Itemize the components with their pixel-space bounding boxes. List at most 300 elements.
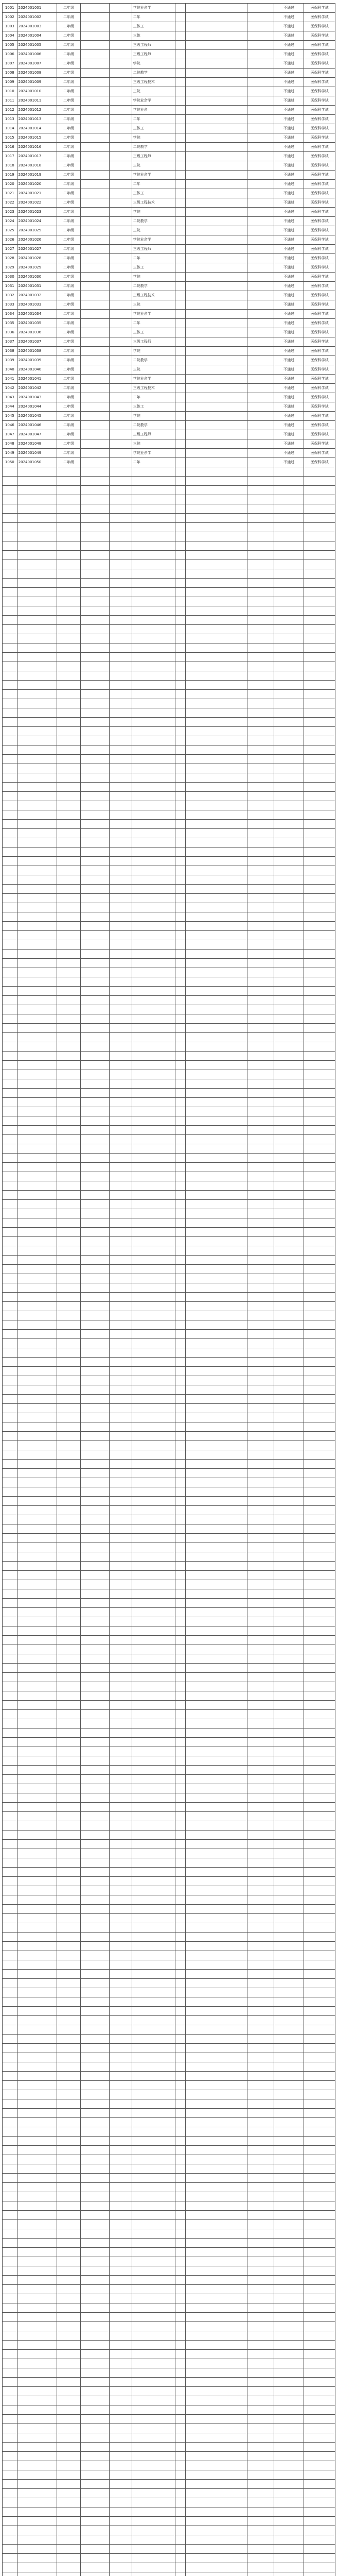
mark-cell — [175, 245, 185, 254]
middle-cell — [80, 1033, 109, 1042]
grade-cell — [57, 801, 81, 810]
row-number-cell — [3, 783, 17, 792]
table-row — [3, 310, 335, 319]
code-cell — [110, 1320, 132, 1330]
status-cell — [274, 2201, 304, 2211]
note-cell — [185, 2526, 247, 2535]
reference-cell — [247, 2201, 274, 2211]
status-cell: 不通过 — [274, 300, 304, 310]
middle-cell — [80, 1923, 109, 1933]
row-number-cell — [3, 1691, 17, 1701]
row-number-cell: 1039 — [3, 356, 17, 365]
category-cell — [304, 2489, 335, 2498]
status-cell — [274, 1515, 304, 1524]
status-cell — [274, 467, 304, 477]
note-cell — [185, 4, 247, 13]
mark-cell — [175, 987, 185, 996]
middle-cell — [80, 616, 109, 625]
note-cell — [185, 1515, 247, 1524]
category-cell — [304, 2109, 335, 2118]
note-cell — [185, 810, 247, 820]
note-cell — [185, 1636, 247, 1645]
course-type-cell — [132, 931, 175, 940]
row-number-cell — [3, 1840, 17, 1849]
middle-cell — [80, 2007, 109, 2016]
status-cell — [274, 690, 304, 699]
row-number-cell: 1013 — [3, 115, 17, 124]
category-cell — [304, 1821, 335, 1831]
course-type-cell — [132, 1608, 175, 1617]
course-type-cell — [132, 829, 175, 838]
middle-cell — [80, 810, 109, 820]
reference-cell — [247, 2507, 274, 2517]
student-id-cell — [17, 1024, 57, 1033]
mark-cell — [175, 514, 185, 523]
middle-cell — [80, 1311, 109, 1320]
note-cell — [185, 1274, 247, 1283]
student-id-cell — [17, 1358, 57, 1367]
table-row — [3, 31, 335, 41]
middle-cell — [80, 792, 109, 801]
code-cell — [110, 1302, 132, 1311]
row-number-cell — [3, 2368, 17, 2378]
course-type-cell — [132, 1330, 175, 1339]
student-id-cell — [17, 1070, 57, 1079]
category-cell — [304, 2229, 335, 2239]
middle-cell — [80, 1478, 109, 1487]
course-type-cell — [132, 1404, 175, 1413]
course-type-cell — [132, 875, 175, 885]
category-cell — [304, 1181, 335, 1191]
reference-cell — [247, 1691, 274, 1701]
grade-cell — [57, 1608, 81, 1617]
course-type-cell — [132, 532, 175, 541]
note-cell — [185, 1460, 247, 1469]
code-cell — [110, 1626, 132, 1636]
course-type-cell — [132, 1812, 175, 1821]
category-cell — [304, 987, 335, 996]
status-cell: 不通过 — [274, 356, 304, 365]
category-cell — [304, 1728, 335, 1738]
grade-cell — [57, 1487, 81, 1497]
mark-cell — [175, 2424, 185, 2433]
table-row — [3, 1682, 335, 1691]
mark-cell — [175, 2535, 185, 2545]
category-cell — [304, 2350, 335, 2359]
student-id-cell — [17, 2248, 57, 2257]
table-row — [3, 2341, 335, 2350]
category-cell — [304, 1654, 335, 1664]
course-type-cell: 学院业余学 — [132, 235, 175, 245]
status-cell — [274, 2081, 304, 2090]
status-cell — [274, 2572, 304, 2576]
category-cell: 医保科学试 — [304, 171, 335, 180]
middle-cell — [80, 2248, 109, 2257]
note-cell — [185, 2378, 247, 2387]
code-cell — [110, 1478, 132, 1487]
mark-cell — [175, 894, 185, 903]
table-row — [3, 1886, 335, 1895]
course-type-cell — [132, 810, 175, 820]
reference-cell — [247, 133, 274, 143]
mark-cell — [175, 1664, 185, 1673]
middle-cell — [80, 1042, 109, 1052]
reference-cell — [247, 1645, 274, 1654]
note-cell — [185, 541, 247, 551]
table-row — [3, 1497, 335, 1506]
row-number-cell — [3, 1923, 17, 1933]
reference-cell — [247, 1608, 274, 1617]
course-type-cell — [132, 2044, 175, 2053]
middle-cell — [80, 1942, 109, 1951]
mark-cell — [175, 1079, 185, 1089]
table-row — [3, 523, 335, 532]
status-cell — [274, 1135, 304, 1144]
row-number-cell — [3, 1506, 17, 1515]
table-row — [3, 588, 335, 597]
status-cell — [274, 588, 304, 597]
note-cell — [185, 421, 247, 430]
reference-cell — [247, 1200, 274, 1209]
category-cell — [304, 2062, 335, 2072]
status-cell — [274, 1840, 304, 1849]
grade-cell — [57, 523, 81, 532]
row-number-cell — [3, 699, 17, 708]
status-cell — [274, 2257, 304, 2266]
row-number-cell — [3, 588, 17, 597]
status-cell — [274, 653, 304, 662]
middle-cell — [80, 2563, 109, 2572]
table-row — [3, 643, 335, 653]
middle-cell — [80, 300, 109, 310]
course-type-cell — [132, 2433, 175, 2443]
middle-cell — [80, 1024, 109, 1033]
table-row — [3, 1543, 335, 1552]
code-cell — [110, 1042, 132, 1052]
student-id-cell — [17, 727, 57, 736]
code-cell — [110, 681, 132, 690]
middle-cell — [80, 458, 109, 467]
student-id-cell — [17, 2137, 57, 2146]
middle-cell — [80, 829, 109, 838]
mark-cell — [175, 1617, 185, 1626]
status-cell — [274, 912, 304, 922]
student-id-cell — [17, 634, 57, 643]
table-row — [3, 634, 335, 643]
course-type-cell — [132, 1469, 175, 1478]
middle-cell — [80, 1849, 109, 1858]
reference-cell — [247, 773, 274, 783]
middle-cell — [80, 875, 109, 885]
table-row — [3, 801, 335, 810]
middle-cell — [80, 1450, 109, 1460]
status-cell — [274, 1719, 304, 1728]
mark-cell — [175, 1487, 185, 1497]
row-number-cell — [3, 718, 17, 727]
mark-cell — [175, 504, 185, 514]
course-type-cell — [132, 773, 175, 783]
course-type-cell — [132, 2554, 175, 2563]
mark-cell — [175, 1460, 185, 1469]
table-row — [3, 2294, 335, 2303]
table-row — [3, 2387, 335, 2396]
student-id-cell: 2024001004 — [17, 31, 57, 41]
row-number-cell — [3, 1256, 17, 1265]
note-cell — [185, 2563, 247, 2572]
row-number-cell — [3, 653, 17, 662]
reference-cell — [247, 2109, 274, 2118]
category-cell — [304, 532, 335, 541]
row-number-cell — [3, 2405, 17, 2415]
row-number-cell — [3, 569, 17, 579]
middle-cell — [80, 1803, 109, 1812]
student-id-cell: 2024001009 — [17, 78, 57, 87]
student-id-cell — [17, 2201, 57, 2211]
mark-cell — [175, 1691, 185, 1701]
mark-cell — [175, 1701, 185, 1710]
code-cell — [110, 643, 132, 653]
grade-cell: 二年级 — [57, 356, 81, 365]
row-number-cell: 1002 — [3, 13, 17, 22]
grade-cell — [57, 1664, 81, 1673]
category-cell — [304, 1061, 335, 1070]
status-cell — [274, 736, 304, 745]
mark-cell — [175, 1775, 185, 1784]
code-cell — [110, 671, 132, 681]
reference-cell — [247, 2099, 274, 2109]
grade-cell — [57, 1895, 81, 1905]
course-type-cell: 三院 — [132, 300, 175, 310]
note-cell — [185, 1422, 247, 1432]
student-id-cell — [17, 1052, 57, 1061]
grade-cell: 二年级 — [57, 87, 81, 96]
course-type-cell: 学院业余学 — [132, 171, 175, 180]
note-cell — [185, 2294, 247, 2303]
course-type-cell: 三院 — [132, 87, 175, 96]
course-type-cell — [132, 504, 175, 514]
code-cell — [110, 59, 132, 69]
code-cell — [110, 616, 132, 625]
mark-cell — [175, 2387, 185, 2396]
course-type-cell — [132, 1042, 175, 1052]
code-cell — [110, 1562, 132, 1571]
code-cell — [110, 1089, 132, 1098]
category-cell — [304, 1793, 335, 1803]
course-type-cell — [132, 1571, 175, 1580]
note-cell — [185, 2322, 247, 2331]
category-cell — [304, 2498, 335, 2507]
category-cell — [304, 699, 335, 708]
reference-cell — [247, 2211, 274, 2220]
status-cell — [274, 718, 304, 727]
mark-cell — [175, 2303, 185, 2313]
table-row — [3, 2025, 335, 2035]
reference-cell — [247, 467, 274, 477]
category-cell — [304, 1293, 335, 1302]
code-cell — [110, 273, 132, 282]
reference-cell — [247, 2387, 274, 2396]
course-type-cell — [132, 2572, 175, 2576]
note-cell — [185, 291, 247, 300]
category-cell — [304, 1487, 335, 1497]
code-cell — [110, 2461, 132, 2470]
student-id-cell — [17, 504, 57, 514]
category-cell: 医保科学试 — [304, 4, 335, 13]
course-type-cell — [132, 514, 175, 523]
mark-cell — [175, 616, 185, 625]
code-cell — [110, 1293, 132, 1302]
note-cell — [185, 2248, 247, 2257]
grade-cell — [57, 1395, 81, 1404]
student-id-cell — [17, 616, 57, 625]
code-cell — [110, 347, 132, 356]
course-type-cell — [132, 2489, 175, 2498]
row-number-cell — [3, 1367, 17, 1376]
row-number-cell — [3, 931, 17, 940]
table-row — [3, 1914, 335, 1923]
student-id-cell — [17, 1970, 57, 1979]
table-row — [3, 2109, 335, 2118]
table-row — [3, 171, 335, 180]
category-cell — [304, 1701, 335, 1710]
category-cell: 医保科学试 — [304, 143, 335, 152]
status-cell — [274, 2405, 304, 2415]
middle-cell — [80, 1163, 109, 1172]
middle-cell — [80, 226, 109, 235]
row-number-cell — [3, 1200, 17, 1209]
middle-cell — [80, 1719, 109, 1728]
category-cell — [304, 1404, 335, 1413]
reference-cell — [247, 523, 274, 532]
row-number-cell — [3, 977, 17, 987]
code-cell — [110, 2211, 132, 2220]
mark-cell — [175, 375, 185, 384]
grade-cell — [57, 1432, 81, 1441]
table-row — [3, 2099, 335, 2109]
middle-cell — [80, 106, 109, 115]
note-cell — [185, 560, 247, 569]
middle-cell — [80, 2201, 109, 2211]
code-cell — [110, 1385, 132, 1395]
category-cell — [304, 2452, 335, 2461]
row-number-cell — [3, 2489, 17, 2498]
row-number-cell — [3, 2257, 17, 2266]
row-number-cell — [3, 2303, 17, 2313]
grade-cell — [57, 996, 81, 1005]
middle-cell — [80, 903, 109, 912]
student-id-cell: 2024001045 — [17, 412, 57, 421]
code-cell — [110, 1163, 132, 1172]
code-cell — [110, 514, 132, 523]
status-cell — [274, 1673, 304, 1682]
row-number-cell — [3, 894, 17, 903]
table-row — [3, 1506, 335, 1515]
status-cell — [274, 1858, 304, 1868]
reference-cell — [247, 2359, 274, 2368]
course-type-cell: 二年 — [132, 319, 175, 328]
code-cell — [110, 1283, 132, 1293]
status-cell — [274, 2007, 304, 2016]
note-cell — [185, 1432, 247, 1441]
code-cell — [110, 1107, 132, 1116]
mark-cell — [175, 124, 185, 133]
status-cell — [274, 2016, 304, 2025]
grade-cell — [57, 2090, 81, 2099]
mark-cell — [175, 1274, 185, 1283]
grade-cell — [57, 1766, 81, 1775]
student-id-cell — [17, 1042, 57, 1052]
category-cell — [304, 1107, 335, 1116]
student-id-cell — [17, 2229, 57, 2239]
row-number-cell — [3, 2424, 17, 2433]
category-cell — [304, 579, 335, 588]
grade-cell — [57, 1960, 81, 1970]
grade-cell: 二年级 — [57, 180, 81, 189]
middle-cell — [80, 1061, 109, 1070]
code-cell — [110, 78, 132, 87]
row-number-cell: 1006 — [3, 50, 17, 59]
row-number-cell — [3, 755, 17, 764]
mark-cell — [175, 310, 185, 319]
note-cell — [185, 1033, 247, 1042]
middle-cell — [80, 848, 109, 857]
table-row — [3, 1209, 335, 1218]
mark-cell — [175, 532, 185, 541]
category-cell: 医保科学试 — [304, 328, 335, 337]
reference-cell — [247, 560, 274, 569]
row-number-cell — [3, 1422, 17, 1432]
student-id-cell — [17, 1858, 57, 1868]
table-row — [3, 1784, 335, 1793]
category-cell — [304, 1172, 335, 1181]
category-cell — [304, 1478, 335, 1487]
grade-cell: 二年级 — [57, 291, 81, 300]
table-row — [3, 866, 335, 875]
row-number-cell: 1001 — [3, 4, 17, 13]
student-id-cell — [17, 2313, 57, 2322]
note-cell — [185, 1339, 247, 1348]
mark-cell — [175, 745, 185, 755]
middle-cell — [80, 1497, 109, 1506]
student-id-cell — [17, 838, 57, 848]
code-cell — [110, 1116, 132, 1126]
category-cell — [304, 2211, 335, 2220]
row-number-cell — [3, 1766, 17, 1775]
status-cell — [274, 2517, 304, 2526]
mark-cell — [175, 662, 185, 671]
note-cell — [185, 133, 247, 143]
grade-cell — [57, 1821, 81, 1831]
row-number-cell: 1050 — [3, 458, 17, 467]
course-type-cell — [132, 885, 175, 894]
grade-cell: 二年级 — [57, 337, 81, 347]
reference-cell — [247, 1524, 274, 1534]
course-type-cell — [132, 950, 175, 959]
course-type-cell — [132, 1070, 175, 1079]
table-row — [3, 1154, 335, 1163]
student-id-cell — [17, 1404, 57, 1413]
course-type-cell — [132, 1858, 175, 1868]
student-id-cell — [17, 551, 57, 560]
reference-cell — [247, 1116, 274, 1126]
status-cell: 不通过 — [274, 22, 304, 31]
category-cell — [304, 1385, 335, 1395]
grade-cell — [57, 643, 81, 653]
grade-cell — [57, 653, 81, 662]
reference-cell — [247, 106, 274, 115]
category-cell: 医保科学试 — [304, 375, 335, 384]
category-cell — [304, 857, 335, 866]
